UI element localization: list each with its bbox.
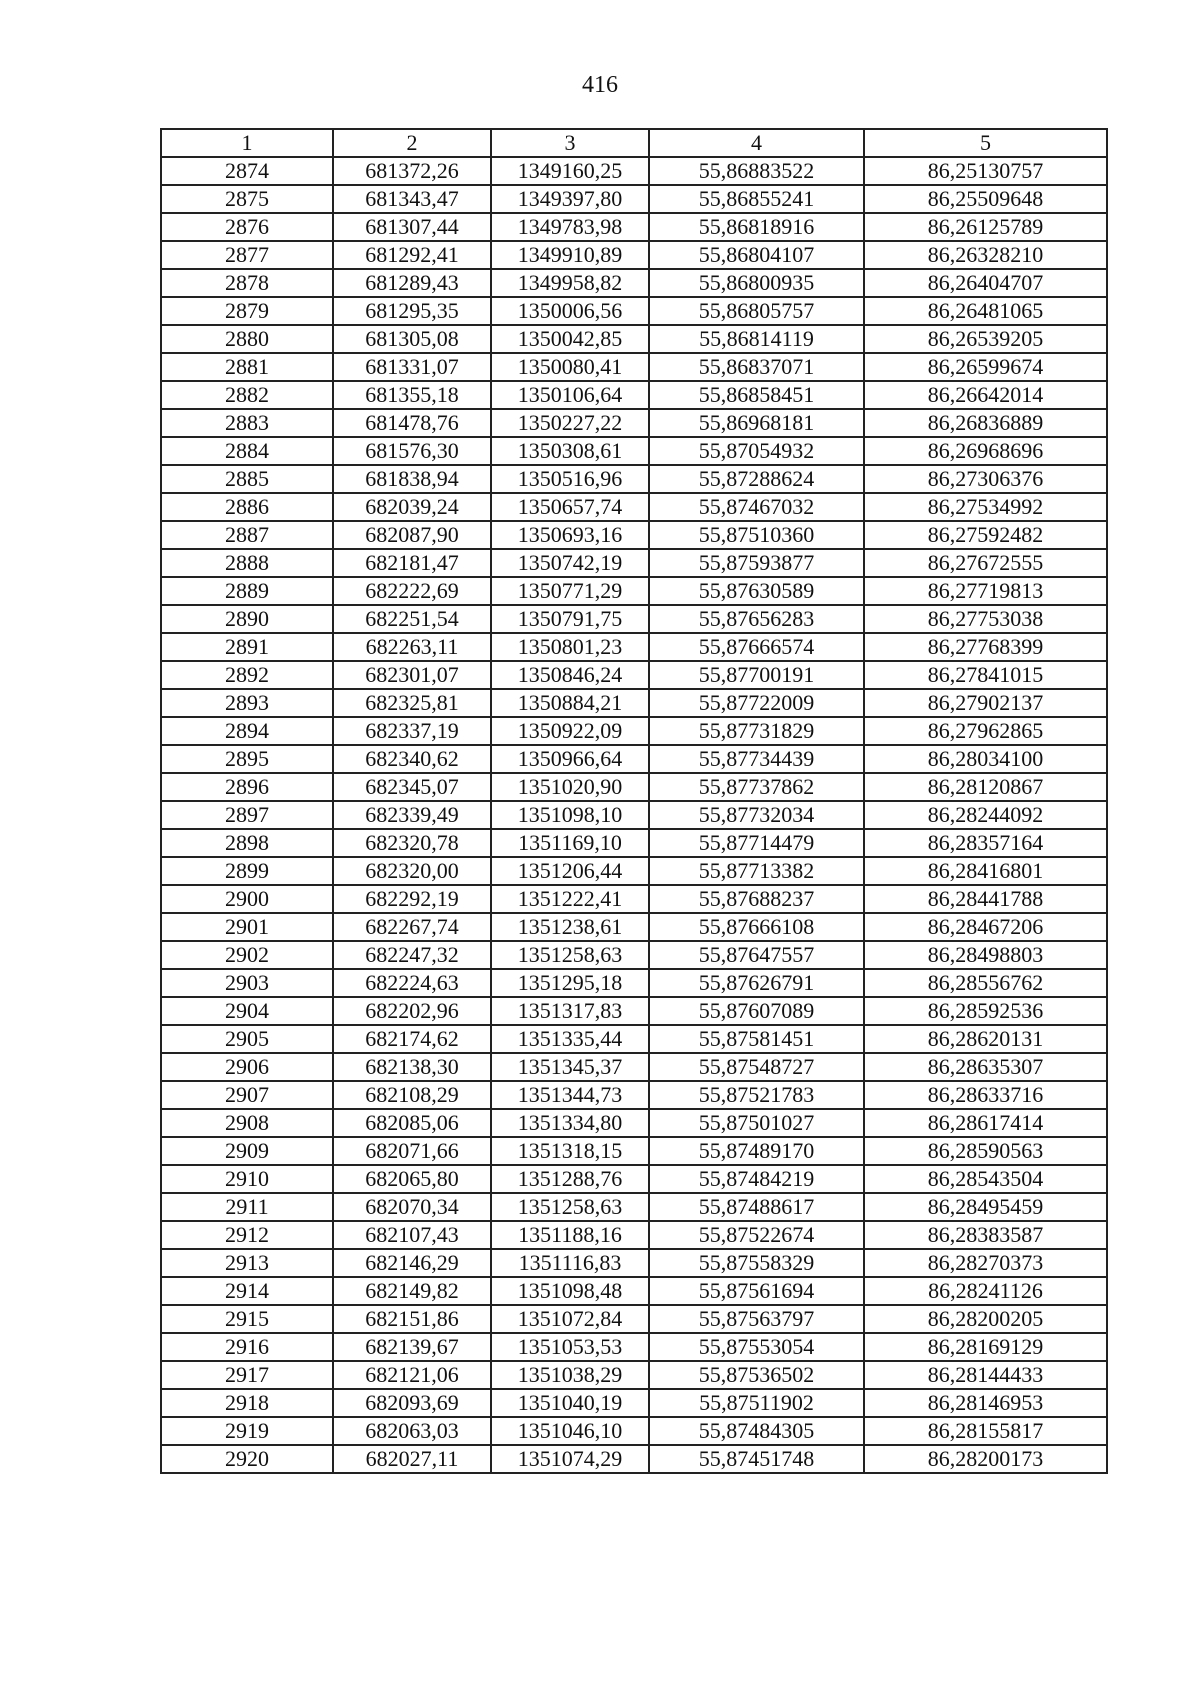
latitude-cell: 55,87722009	[649, 689, 864, 717]
point-number-cell: 2891	[161, 633, 333, 661]
y-coordinate-cell: 1350657,74	[491, 493, 649, 521]
point-number-cell: 2892	[161, 661, 333, 689]
y-coordinate-cell: 1350791,75	[491, 605, 649, 633]
x-coordinate-cell: 682139,67	[333, 1333, 491, 1361]
point-number-cell: 2878	[161, 269, 333, 297]
table-row	[161, 1193, 1107, 1221]
table-row	[161, 325, 1107, 353]
latitude-cell: 55,87489170	[649, 1137, 864, 1165]
longitude-cell: 86,26642014	[864, 381, 1107, 409]
x-coordinate-cell: 681331,07	[333, 353, 491, 381]
latitude-cell: 55,87054932	[649, 437, 864, 465]
y-coordinate-cell: 1351020,90	[491, 773, 649, 801]
y-coordinate-cell: 1351318,15	[491, 1137, 649, 1165]
latitude-cell: 55,87732034	[649, 801, 864, 829]
table-row	[161, 885, 1107, 913]
table-row	[161, 1333, 1107, 1361]
point-number-cell: 2887	[161, 521, 333, 549]
point-number-cell: 2894	[161, 717, 333, 745]
longitude-cell: 86,28495459	[864, 1193, 1107, 1221]
table-row	[161, 773, 1107, 801]
page-number: 416	[582, 72, 618, 98]
point-number-cell: 2881	[161, 353, 333, 381]
header-row	[161, 129, 1107, 157]
latitude-cell: 55,86800935	[649, 269, 864, 297]
longitude-cell: 86,27902137	[864, 689, 1107, 717]
latitude-cell: 55,86855241	[649, 185, 864, 213]
y-coordinate-cell: 1351206,44	[491, 857, 649, 885]
x-coordinate-cell: 681372,26	[333, 157, 491, 185]
y-coordinate-cell: 1351169,10	[491, 829, 649, 857]
point-number-cell: 2913	[161, 1249, 333, 1277]
y-coordinate-cell: 1351040,19	[491, 1389, 649, 1417]
latitude-cell: 55,87501027	[649, 1109, 864, 1137]
column-header-4: 4	[649, 129, 864, 157]
latitude-cell: 55,87656283	[649, 605, 864, 633]
longitude-cell: 86,27753038	[864, 605, 1107, 633]
y-coordinate-cell: 1350227,22	[491, 409, 649, 437]
y-coordinate-cell: 1351046,10	[491, 1417, 649, 1445]
latitude-cell: 55,87536502	[649, 1361, 864, 1389]
longitude-cell: 86,28633716	[864, 1081, 1107, 1109]
y-coordinate-cell: 1349783,98	[491, 213, 649, 241]
longitude-cell: 86,26599674	[864, 353, 1107, 381]
x-coordinate-cell: 682065,80	[333, 1165, 491, 1193]
longitude-cell: 86,28241126	[864, 1277, 1107, 1305]
y-coordinate-cell: 1350846,24	[491, 661, 649, 689]
x-coordinate-cell: 682320,78	[333, 829, 491, 857]
latitude-cell: 55,87734439	[649, 745, 864, 773]
point-number-cell: 2917	[161, 1361, 333, 1389]
latitude-cell: 55,87607089	[649, 997, 864, 1025]
y-coordinate-cell: 1351188,16	[491, 1221, 649, 1249]
y-coordinate-cell: 1351053,53	[491, 1333, 649, 1361]
y-coordinate-cell: 1351288,76	[491, 1165, 649, 1193]
point-number-cell: 2879	[161, 297, 333, 325]
point-number-cell: 2912	[161, 1221, 333, 1249]
x-coordinate-cell: 681576,30	[333, 437, 491, 465]
y-coordinate-cell: 1350106,64	[491, 381, 649, 409]
longitude-cell: 86,28441788	[864, 885, 1107, 913]
longitude-cell: 86,28592536	[864, 997, 1107, 1025]
y-coordinate-cell: 1351038,29	[491, 1361, 649, 1389]
x-coordinate-cell: 682224,63	[333, 969, 491, 997]
x-coordinate-cell: 682138,30	[333, 1053, 491, 1081]
column-header-1: 1	[161, 129, 333, 157]
point-number-cell: 2897	[161, 801, 333, 829]
x-coordinate-cell: 682267,74	[333, 913, 491, 941]
longitude-cell: 86,28498803	[864, 941, 1107, 969]
y-coordinate-cell: 1351098,10	[491, 801, 649, 829]
point-number-cell: 2882	[161, 381, 333, 409]
x-coordinate-cell: 682146,29	[333, 1249, 491, 1277]
point-number-cell: 2885	[161, 465, 333, 493]
latitude-cell: 55,86814119	[649, 325, 864, 353]
point-number-cell: 2905	[161, 1025, 333, 1053]
table-row	[161, 1137, 1107, 1165]
y-coordinate-cell: 1350801,23	[491, 633, 649, 661]
x-coordinate-cell: 682301,07	[333, 661, 491, 689]
y-coordinate-cell: 1351222,41	[491, 885, 649, 913]
point-number-cell: 2877	[161, 241, 333, 269]
latitude-cell: 55,86837071	[649, 353, 864, 381]
point-number-cell: 2916	[161, 1333, 333, 1361]
point-number-cell: 2898	[161, 829, 333, 857]
longitude-cell: 86,26481065	[864, 297, 1107, 325]
point-number-cell: 2910	[161, 1165, 333, 1193]
latitude-cell: 55,87467032	[649, 493, 864, 521]
latitude-cell: 55,87737862	[649, 773, 864, 801]
x-coordinate-cell: 682325,81	[333, 689, 491, 717]
y-coordinate-cell: 1351258,63	[491, 941, 649, 969]
latitude-cell: 55,87488617	[649, 1193, 864, 1221]
x-coordinate-cell: 682039,24	[333, 493, 491, 521]
table-row	[161, 633, 1107, 661]
column-header-3: 3	[491, 129, 649, 157]
latitude-cell: 55,86805757	[649, 297, 864, 325]
y-coordinate-cell: 1351317,83	[491, 997, 649, 1025]
point-number-cell: 2906	[161, 1053, 333, 1081]
latitude-cell: 55,86858451	[649, 381, 864, 409]
point-number-cell: 2903	[161, 969, 333, 997]
x-coordinate-cell: 682251,54	[333, 605, 491, 633]
longitude-cell: 86,28200173	[864, 1445, 1107, 1473]
longitude-cell: 86,28635307	[864, 1053, 1107, 1081]
table-row	[161, 185, 1107, 213]
latitude-cell: 55,87558329	[649, 1249, 864, 1277]
x-coordinate-cell: 682247,32	[333, 941, 491, 969]
longitude-cell: 86,25130757	[864, 157, 1107, 185]
longitude-cell: 86,27306376	[864, 465, 1107, 493]
latitude-cell: 55,87700191	[649, 661, 864, 689]
latitude-cell: 55,87561694	[649, 1277, 864, 1305]
point-number-cell: 2884	[161, 437, 333, 465]
point-number-cell: 2890	[161, 605, 333, 633]
longitude-cell: 86,25509648	[864, 185, 1107, 213]
table-row	[161, 381, 1107, 409]
point-number-cell: 2874	[161, 157, 333, 185]
y-coordinate-cell: 1351074,29	[491, 1445, 649, 1473]
point-number-cell: 2918	[161, 1389, 333, 1417]
y-coordinate-cell: 1350516,96	[491, 465, 649, 493]
longitude-cell: 86,26125789	[864, 213, 1107, 241]
table-row	[161, 1277, 1107, 1305]
x-coordinate-cell: 682174,62	[333, 1025, 491, 1053]
x-coordinate-cell: 682320,00	[333, 857, 491, 885]
table-row	[161, 997, 1107, 1025]
y-coordinate-cell: 1351345,37	[491, 1053, 649, 1081]
x-coordinate-cell: 682292,19	[333, 885, 491, 913]
longitude-cell: 86,26968696	[864, 437, 1107, 465]
table-row	[161, 409, 1107, 437]
y-coordinate-cell: 1350693,16	[491, 521, 649, 549]
table-row	[161, 1417, 1107, 1445]
table-row	[161, 605, 1107, 633]
point-number-cell: 2914	[161, 1277, 333, 1305]
latitude-cell: 55,86818916	[649, 213, 864, 241]
latitude-cell: 55,86883522	[649, 157, 864, 185]
table-row	[161, 689, 1107, 717]
x-coordinate-cell: 682027,11	[333, 1445, 491, 1473]
longitude-cell: 86,27534992	[864, 493, 1107, 521]
y-coordinate-cell: 1349397,80	[491, 185, 649, 213]
longitude-cell: 86,28155817	[864, 1417, 1107, 1445]
longitude-cell: 86,26328210	[864, 241, 1107, 269]
x-coordinate-cell: 682070,34	[333, 1193, 491, 1221]
y-coordinate-cell: 1349958,82	[491, 269, 649, 297]
longitude-cell: 86,28617414	[864, 1109, 1107, 1137]
longitude-cell: 86,28590563	[864, 1137, 1107, 1165]
x-coordinate-cell: 682181,47	[333, 549, 491, 577]
table-row	[161, 1081, 1107, 1109]
table-row	[161, 969, 1107, 997]
latitude-cell: 55,87484219	[649, 1165, 864, 1193]
latitude-cell: 55,87581451	[649, 1025, 864, 1053]
table-row	[161, 829, 1107, 857]
latitude-cell: 55,87731829	[649, 717, 864, 745]
point-number-cell: 2911	[161, 1193, 333, 1221]
y-coordinate-cell: 1350771,29	[491, 577, 649, 605]
y-coordinate-cell: 1350308,61	[491, 437, 649, 465]
point-number-cell: 2902	[161, 941, 333, 969]
latitude-cell: 55,87666108	[649, 913, 864, 941]
table-row	[161, 717, 1107, 745]
latitude-cell: 55,87288624	[649, 465, 864, 493]
y-coordinate-cell: 1351344,73	[491, 1081, 649, 1109]
point-number-cell: 2919	[161, 1417, 333, 1445]
latitude-cell: 55,87666574	[649, 633, 864, 661]
y-coordinate-cell: 1350080,41	[491, 353, 649, 381]
y-coordinate-cell: 1349910,89	[491, 241, 649, 269]
table-row	[161, 1249, 1107, 1277]
table-row	[161, 157, 1107, 185]
longitude-cell: 86,27719813	[864, 577, 1107, 605]
x-coordinate-cell: 682107,43	[333, 1221, 491, 1249]
x-coordinate-cell: 681305,08	[333, 325, 491, 353]
point-number-cell: 2908	[161, 1109, 333, 1137]
y-coordinate-cell: 1351258,63	[491, 1193, 649, 1221]
point-number-cell: 2880	[161, 325, 333, 353]
y-coordinate-cell: 1351098,48	[491, 1277, 649, 1305]
x-coordinate-cell: 682121,06	[333, 1361, 491, 1389]
latitude-cell: 55,87548727	[649, 1053, 864, 1081]
y-coordinate-cell: 1351072,84	[491, 1305, 649, 1333]
longitude-cell: 86,26404707	[864, 269, 1107, 297]
latitude-cell: 55,87510360	[649, 521, 864, 549]
x-coordinate-cell: 682071,66	[333, 1137, 491, 1165]
table-body	[161, 157, 1107, 1473]
table-row	[161, 1053, 1107, 1081]
latitude-cell: 55,87626791	[649, 969, 864, 997]
x-coordinate-cell: 682087,90	[333, 521, 491, 549]
latitude-cell: 55,87563797	[649, 1305, 864, 1333]
table-row	[161, 241, 1107, 269]
point-number-cell: 2920	[161, 1445, 333, 1473]
longitude-cell: 86,28270373	[864, 1249, 1107, 1277]
y-coordinate-cell: 1350922,09	[491, 717, 649, 745]
x-coordinate-cell: 681295,35	[333, 297, 491, 325]
latitude-cell: 55,87630589	[649, 577, 864, 605]
latitude-cell: 55,87593877	[649, 549, 864, 577]
x-coordinate-cell: 682345,07	[333, 773, 491, 801]
latitude-cell: 55,87714479	[649, 829, 864, 857]
point-number-cell: 2875	[161, 185, 333, 213]
x-coordinate-cell: 682263,11	[333, 633, 491, 661]
y-coordinate-cell: 1350742,19	[491, 549, 649, 577]
longitude-cell: 86,28146953	[864, 1389, 1107, 1417]
latitude-cell: 55,87511902	[649, 1389, 864, 1417]
latitude-cell: 55,86968181	[649, 409, 864, 437]
point-number-cell: 2896	[161, 773, 333, 801]
x-coordinate-cell: 682337,19	[333, 717, 491, 745]
point-number-cell: 2901	[161, 913, 333, 941]
longitude-cell: 86,28200205	[864, 1305, 1107, 1333]
longitude-cell: 86,26836889	[864, 409, 1107, 437]
latitude-cell: 55,87688237	[649, 885, 864, 913]
point-number-cell: 2909	[161, 1137, 333, 1165]
table-row	[161, 437, 1107, 465]
y-coordinate-cell: 1351238,61	[491, 913, 649, 941]
table-row	[161, 661, 1107, 689]
latitude-cell: 55,87522674	[649, 1221, 864, 1249]
table-header	[161, 129, 1107, 157]
table-row	[161, 269, 1107, 297]
longitude-cell: 86,28467206	[864, 913, 1107, 941]
table-row	[161, 857, 1107, 885]
table-row	[161, 1389, 1107, 1417]
longitude-cell: 86,28357164	[864, 829, 1107, 857]
table-row	[161, 577, 1107, 605]
point-number-cell: 2889	[161, 577, 333, 605]
x-coordinate-cell: 681289,43	[333, 269, 491, 297]
longitude-cell: 86,28034100	[864, 745, 1107, 773]
x-coordinate-cell: 681838,94	[333, 465, 491, 493]
table-row	[161, 521, 1107, 549]
x-coordinate-cell: 682085,06	[333, 1109, 491, 1137]
longitude-cell: 86,28169129	[864, 1333, 1107, 1361]
table-row	[161, 297, 1107, 325]
table-row	[161, 1361, 1107, 1389]
longitude-cell: 86,28416801	[864, 857, 1107, 885]
table-row	[161, 745, 1107, 773]
latitude-cell: 55,87553054	[649, 1333, 864, 1361]
longitude-cell: 86,27672555	[864, 549, 1107, 577]
longitude-cell: 86,27592482	[864, 521, 1107, 549]
longitude-cell: 86,28244092	[864, 801, 1107, 829]
table-row	[161, 801, 1107, 829]
table-row	[161, 493, 1107, 521]
longitude-cell: 86,28383587	[864, 1221, 1107, 1249]
longitude-cell: 86,27768399	[864, 633, 1107, 661]
x-coordinate-cell: 682222,69	[333, 577, 491, 605]
x-coordinate-cell: 681343,47	[333, 185, 491, 213]
point-number-cell: 2883	[161, 409, 333, 437]
point-number-cell: 2876	[161, 213, 333, 241]
point-number-cell: 2895	[161, 745, 333, 773]
table-row	[161, 549, 1107, 577]
y-coordinate-cell: 1349160,25	[491, 157, 649, 185]
table-row	[161, 1445, 1107, 1473]
x-coordinate-cell: 682339,49	[333, 801, 491, 829]
table-row	[161, 353, 1107, 381]
column-header-2: 2	[333, 129, 491, 157]
table-row	[161, 913, 1107, 941]
coordinates-table	[160, 128, 1108, 1474]
table-row	[161, 1109, 1107, 1137]
y-coordinate-cell: 1350006,56	[491, 297, 649, 325]
point-number-cell: 2888	[161, 549, 333, 577]
table-row	[161, 1165, 1107, 1193]
point-number-cell: 2893	[161, 689, 333, 717]
point-number-cell: 2886	[161, 493, 333, 521]
column-header-5: 5	[864, 129, 1107, 157]
latitude-cell: 55,86804107	[649, 241, 864, 269]
latitude-cell: 55,87713382	[649, 857, 864, 885]
point-number-cell: 2915	[161, 1305, 333, 1333]
longitude-cell: 86,28556762	[864, 969, 1107, 997]
latitude-cell: 55,87484305	[649, 1417, 864, 1445]
x-coordinate-cell: 682202,96	[333, 997, 491, 1025]
table-row	[161, 213, 1107, 241]
table-row	[161, 1025, 1107, 1053]
y-coordinate-cell: 1350884,21	[491, 689, 649, 717]
longitude-cell: 86,27962865	[864, 717, 1107, 745]
y-coordinate-cell: 1351334,80	[491, 1109, 649, 1137]
y-coordinate-cell: 1350966,64	[491, 745, 649, 773]
table-row	[161, 941, 1107, 969]
longitude-cell: 86,26539205	[864, 325, 1107, 353]
table-row	[161, 465, 1107, 493]
latitude-cell: 55,87521783	[649, 1081, 864, 1109]
y-coordinate-cell: 1351335,44	[491, 1025, 649, 1053]
point-number-cell: 2907	[161, 1081, 333, 1109]
x-coordinate-cell: 682093,69	[333, 1389, 491, 1417]
x-coordinate-cell: 682340,62	[333, 745, 491, 773]
latitude-cell: 55,87647557	[649, 941, 864, 969]
table-row	[161, 1221, 1107, 1249]
longitude-cell: 86,28144433	[864, 1361, 1107, 1389]
longitude-cell: 86,28620131	[864, 1025, 1107, 1053]
x-coordinate-cell: 682063,03	[333, 1417, 491, 1445]
latitude-cell: 55,87451748	[649, 1445, 864, 1473]
x-coordinate-cell: 682149,82	[333, 1277, 491, 1305]
x-coordinate-cell: 681292,41	[333, 241, 491, 269]
point-number-cell: 2904	[161, 997, 333, 1025]
x-coordinate-cell: 681307,44	[333, 213, 491, 241]
y-coordinate-cell: 1351295,18	[491, 969, 649, 997]
longitude-cell: 86,28543504	[864, 1165, 1107, 1193]
y-coordinate-cell: 1351116,83	[491, 1249, 649, 1277]
x-coordinate-cell: 681355,18	[333, 381, 491, 409]
longitude-cell: 86,27841015	[864, 661, 1107, 689]
point-number-cell: 2900	[161, 885, 333, 913]
x-coordinate-cell: 682108,29	[333, 1081, 491, 1109]
point-number-cell: 2899	[161, 857, 333, 885]
longitude-cell: 86,28120867	[864, 773, 1107, 801]
x-coordinate-cell: 681478,76	[333, 409, 491, 437]
table-row	[161, 1305, 1107, 1333]
x-coordinate-cell: 682151,86	[333, 1305, 491, 1333]
y-coordinate-cell: 1350042,85	[491, 325, 649, 353]
